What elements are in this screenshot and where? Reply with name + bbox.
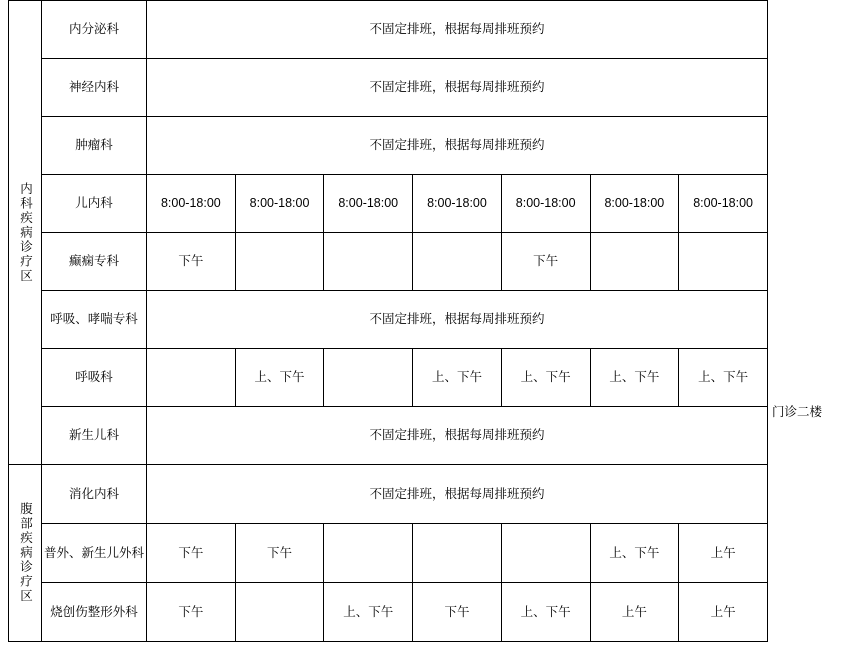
schedule-cell: 8:00-18:00 — [235, 175, 324, 233]
schedule-cell: 8:00-18:00 — [590, 175, 679, 233]
schedule-cell — [324, 524, 413, 583]
table-row — [9, 233, 768, 291]
schedule-cell: 上、下午 — [590, 349, 679, 407]
table-row — [9, 407, 768, 465]
schedule-cell — [324, 349, 413, 407]
schedule-cell: 上、下午 — [590, 524, 679, 583]
schedule-cell: 上、下午 — [501, 583, 590, 642]
dept-name: 肿瘤科 — [42, 117, 147, 175]
schedule-cell: 8:00-18:00 — [501, 175, 590, 233]
schedule-cell — [324, 233, 413, 291]
schedule-cell — [413, 524, 502, 583]
schedule-cell: 上、下午 — [324, 583, 413, 642]
schedule-note: 不固定排班，根据每周排班预约 — [147, 1, 768, 59]
dept-name: 癫痫专科 — [42, 233, 147, 291]
table-row — [9, 465, 768, 524]
schedule-cell — [679, 233, 768, 291]
schedule-cell — [413, 233, 502, 291]
schedule-cell: 上、下午 — [679, 349, 768, 407]
schedule-cell: 8:00-18:00 — [413, 175, 502, 233]
table-row — [9, 291, 768, 349]
location-label: 门诊二楼 — [772, 405, 823, 419]
schedule-body — [9, 1, 768, 642]
table-row — [9, 524, 768, 583]
schedule-cell — [235, 583, 324, 642]
schedule-note: 不固定排班，根据每周排班预约 — [147, 291, 768, 349]
schedule-cell: 上、下午 — [501, 349, 590, 407]
schedule-cell: 下午 — [147, 583, 236, 642]
group-label-internal — [9, 1, 42, 465]
group-label-abdominal — [9, 465, 42, 642]
schedule-note: 不固定排班，根据每周排班预约 — [147, 59, 768, 117]
schedule-cell — [147, 349, 236, 407]
schedule-cell — [590, 233, 679, 291]
schedule-cell — [235, 233, 324, 291]
schedule-cell: 8:00-18:00 — [147, 175, 236, 233]
dept-name: 神经内科 — [42, 59, 147, 117]
dept-name: 内分泌科 — [42, 1, 147, 59]
dept-name: 儿内科 — [42, 175, 147, 233]
table-row — [9, 583, 768, 642]
dept-name: 消化内科 — [42, 465, 147, 524]
schedule-cell — [501, 524, 590, 583]
schedule-cell: 下午 — [501, 233, 590, 291]
group-label-text: 腹部疾病诊疗区 — [18, 502, 33, 604]
dept-name: 呼吸、哮喘专科 — [42, 291, 147, 349]
table-row — [9, 117, 768, 175]
group-label-text: 内科疾病诊疗区 — [18, 181, 33, 284]
clinic-schedule-table — [8, 0, 768, 642]
schedule-cell: 上、下午 — [413, 349, 502, 407]
schedule-cell: 下午 — [413, 583, 502, 642]
schedule-cell: 上午 — [679, 583, 768, 642]
dept-name: 新生儿科 — [42, 407, 147, 465]
schedule-note: 不固定排班，根据每周排班预约 — [147, 465, 768, 524]
dept-name: 普外、新生儿外科 — [42, 524, 147, 583]
schedule-cell: 8:00-18:00 — [324, 175, 413, 233]
schedule-cell: 下午 — [147, 524, 236, 583]
schedule-cell: 上、下午 — [235, 349, 324, 407]
schedule-note: 不固定排班，根据每周排班预约 — [147, 407, 768, 465]
table-row — [9, 175, 768, 233]
schedule-cell: 下午 — [147, 233, 236, 291]
schedule-cell: 上午 — [679, 524, 768, 583]
schedule-cell: 上午 — [590, 583, 679, 642]
table-row — [9, 349, 768, 407]
schedule-cell: 下午 — [235, 524, 324, 583]
schedule-cell: 8:00-18:00 — [679, 175, 768, 233]
dept-name: 烧创伤整形外科 — [42, 583, 147, 642]
schedule-note: 不固定排班，根据每周排班预约 — [147, 117, 768, 175]
table-row — [9, 1, 768, 59]
table-row — [9, 59, 768, 117]
dept-name: 呼吸科 — [42, 349, 147, 407]
